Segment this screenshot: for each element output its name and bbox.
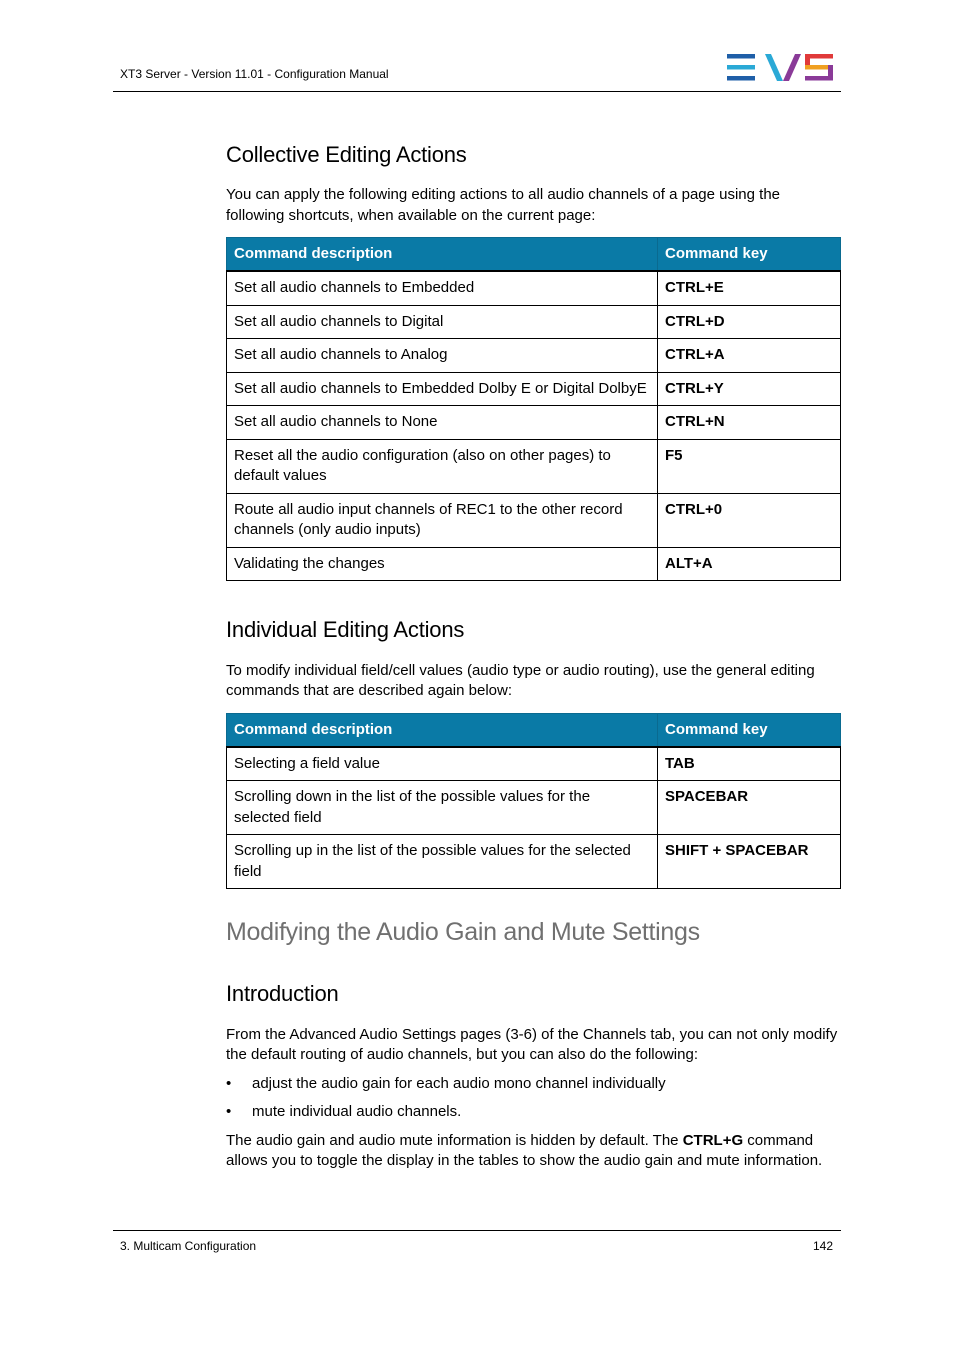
table-row — [227, 271, 841, 305]
document-title: XT3 Server - Version 11.01 - Configuration Manual — [120, 67, 389, 81]
table-row — [227, 493, 841, 547]
column-header-description: Command description — [227, 713, 658, 747]
introduction-heading: Introduction — [226, 981, 339, 1007]
command-key: CTRL+E — [658, 271, 841, 305]
table-row — [227, 439, 841, 493]
table-row — [227, 547, 841, 581]
table-row — [227, 305, 841, 339]
table-row — [227, 372, 841, 406]
command-key: F5 — [658, 439, 841, 493]
page-number: 142 — [812, 1239, 833, 1253]
closing-text-end: command allows you to toggle the display in the tables to show the audio gain and mute information. — [226, 1131, 823, 1170]
command-key: CTRL+0 — [658, 493, 841, 547]
evs-logo — [727, 54, 833, 81]
command-key: TAB — [658, 747, 841, 781]
command-key: SHIFT + SPACEBAR — [658, 835, 841, 889]
command-description: Set all audio channels to Embedded — [227, 271, 658, 305]
command-description: Set all audio channels to Digital — [227, 305, 658, 339]
command-key: ALT+A — [658, 547, 841, 581]
command-key: CTRL+D — [658, 305, 841, 339]
command-description: Validating the changes — [227, 547, 658, 581]
list-item-text: adjust the audio gain for each audio mono channel individually — [252, 1074, 666, 1092]
command-description: Set all audio channels to Embedded Dolby E or Digital DolbyE — [227, 372, 658, 406]
individual-intro: To modify individual field/cell values (audio type or audio routing), use the general editing commands that are described again below: — [226, 661, 815, 700]
introduction-text: From the Advanced Audio Settings pages (3-6) of the Channels tab, you can not only modify the default routing of audio channels, but you can also do the following: — [226, 1025, 838, 1064]
feature-list — [226, 1074, 841, 1123]
command-key: SPACEBAR — [658, 781, 841, 835]
column-header-key: Command key — [658, 238, 841, 272]
table-row — [227, 406, 841, 440]
table-row — [227, 781, 841, 835]
page-header — [113, 50, 841, 92]
collective-table — [226, 237, 841, 581]
command-description: Scrolling down in the list of the possible values for the selected field — [227, 781, 658, 835]
list-item — [226, 1074, 841, 1095]
list-item-text: mute individual audio channels. — [252, 1103, 462, 1121]
closing-text-start: The audio gain and audio mute information is hidden by default. The — [226, 1131, 683, 1149]
table-header-row — [227, 713, 841, 747]
command-key: CTRL+N — [658, 406, 841, 440]
page-footer — [113, 1230, 841, 1253]
table-row — [227, 339, 841, 373]
list-item — [226, 1102, 841, 1123]
column-header-description: Command description — [227, 238, 658, 272]
command-description: Set all audio channels to Analog — [227, 339, 658, 373]
bullet-icon: • — [226, 1074, 232, 1092]
page-content — [226, 140, 841, 1172]
column-header-key: Command key — [658, 713, 841, 747]
collective-intro: You can apply the following editing actions to all audio channels of a page using the following shortcuts, when available on the current page: — [226, 186, 781, 224]
table-row — [227, 835, 841, 889]
command-description: Scrolling up in the list of the possible values for the selected field — [227, 835, 658, 889]
bullet-icon: • — [226, 1103, 232, 1121]
table-header-row — [227, 238, 841, 272]
closing-text — [226, 1131, 841, 1172]
individual-heading: Individual Editing Actions — [226, 617, 465, 643]
shortcut-ctrl-g: CTRL+G — [682, 1131, 744, 1149]
command-key: CTRL+A — [658, 339, 841, 373]
individual-table — [226, 713, 841, 890]
table-row — [227, 747, 841, 781]
command-description: Route all audio input channels of REC1 to the other record channels (only audio inputs) — [227, 493, 658, 547]
command-key: CTRL+Y — [658, 372, 841, 406]
command-description: Reset all the audio configuration (also on other pages) to default values — [227, 439, 658, 493]
collective-heading: Collective Editing Actions — [226, 142, 467, 167]
chapter-title: Modifying the Audio Gain and Mute Settings — [226, 918, 700, 947]
footer-section: 3. Multicam Configuration — [120, 1239, 257, 1253]
command-description: Set all audio channels to None — [227, 406, 658, 440]
command-description: Selecting a field value — [227, 747, 658, 781]
